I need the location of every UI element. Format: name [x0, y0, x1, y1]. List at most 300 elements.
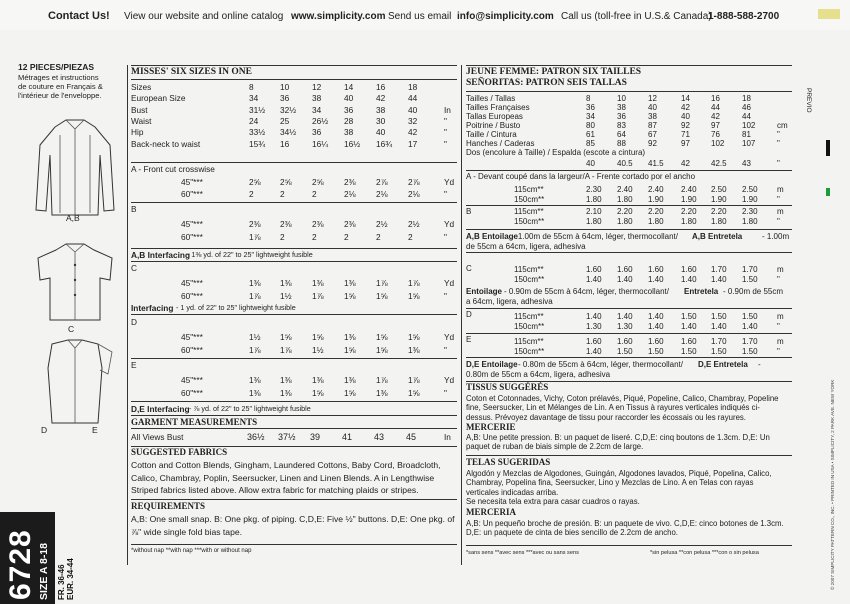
yardage-value: 1⅜	[280, 388, 292, 398]
garment-row-label: All Views Bust	[131, 432, 184, 442]
unit: m	[777, 312, 784, 321]
email-label: Send us email	[388, 11, 452, 22]
size-value: 15¾	[249, 138, 266, 149]
size-value: 107	[742, 138, 756, 148]
yardage-value: 1⅝	[344, 291, 356, 301]
size-row-label: Bust	[131, 104, 148, 115]
meterage-value: 1.40	[711, 274, 727, 284]
fabric-width: 60"***	[181, 388, 203, 398]
meterage-value: 1.90	[681, 194, 697, 204]
size-value: 16	[280, 138, 290, 149]
meterage-value: 1.80	[648, 216, 664, 226]
fabric-width: 150cm**	[514, 321, 545, 331]
meterage-value: 2.40	[648, 185, 664, 194]
yardage-value: 2⅜	[280, 219, 292, 229]
view-a-header: A - Devant coupé dans la largeur/A - Frente cortado por el ancho	[466, 172, 696, 181]
garment-title: GARMENT MEASUREMENTS	[131, 417, 258, 427]
footnote-es: *sin pelusa **con pelusa ***con o sin pelusa	[650, 550, 759, 556]
footnote-fr: *sans sens **avec sens ***avec ou sans sens	[466, 550, 579, 556]
meterage-value: 1.50	[711, 346, 727, 356]
size-value: 30	[376, 115, 386, 126]
size-row-label: Tailles Françaises	[466, 102, 530, 112]
french-note	[18, 73, 103, 100]
requirements-title: REQUIREMENTS	[131, 501, 206, 511]
rule	[466, 455, 792, 456]
ab-entoilage-text: - 1.00m de 55cm à 64cm, léger, thermocollant/	[513, 232, 678, 241]
yardage-value: 1⅝	[312, 388, 324, 398]
ab-entoilage-text-2: de 55cm a 64cm, ligera, adhesiva	[466, 242, 586, 251]
meterage-value: 1.50	[742, 312, 758, 321]
yardage-value: 1⅝	[376, 291, 388, 301]
meterage-value: 2.50	[711, 185, 727, 194]
yardage-value: 2⅜	[249, 219, 261, 229]
size-value: 8	[249, 82, 254, 92]
meterage-value: 1.30	[617, 321, 633, 331]
meterage-value: 1.40	[617, 312, 633, 321]
view-label-d: D	[41, 425, 48, 435]
yardage-value: 2	[280, 189, 285, 199]
unit: "	[444, 115, 447, 126]
size-value: 8	[586, 94, 591, 103]
meterage-value: 1.80	[742, 216, 758, 226]
size-value: 12	[648, 94, 657, 103]
yardage-value: 1⅞	[376, 375, 388, 385]
yardage-value: 2½	[408, 219, 420, 229]
yardage-value: 2	[312, 189, 317, 199]
dos-value: 41.5	[648, 159, 664, 168]
yardage-value: 1⅝	[376, 345, 388, 355]
mercerie-line: paquet de ruban de biais simple de 2.2cm de large.	[466, 442, 644, 452]
rule	[131, 428, 457, 429]
telas-line: Chambray, Popelina fina, Seersucker, Lino y Mezclas de Lino. A en Telas con rayas	[466, 478, 754, 488]
meterage-value: 1.50	[681, 312, 697, 321]
size-value: 18	[742, 94, 751, 103]
yardage-value: 1⅞	[408, 278, 420, 288]
yardage-value: 1⅜	[376, 388, 388, 398]
de-entretela-label: D,E Entretela	[698, 360, 748, 369]
view-c-drawing	[30, 240, 120, 325]
meterage-value: 1.40	[586, 274, 602, 284]
view-label-ab: A,B	[66, 213, 80, 223]
view-d-header: D	[131, 317, 137, 327]
unit: m	[777, 265, 784, 274]
meterage-value: 1.40	[617, 274, 633, 284]
c-entoilage-label: Entoilage	[466, 287, 503, 296]
yardage-value: 1⅞	[408, 375, 420, 385]
unit: "	[777, 129, 780, 139]
left-column-border	[127, 65, 128, 565]
yardage-value: 2	[408, 232, 413, 242]
size-value: 38	[648, 111, 657, 121]
unit: Yd	[444, 177, 455, 187]
size-value: 32½	[280, 104, 297, 115]
rule	[131, 202, 457, 203]
size-value: 40	[681, 111, 690, 121]
size-row-label: Poitrine / Busto	[466, 120, 521, 130]
mercerie-line: A,B: Une petite pression. B: un paquet de liseré. C,D,E: cinq boutons de 1.3cm. D,E: Un	[466, 433, 770, 442]
size-value: 71	[681, 129, 690, 139]
size-value: 16	[376, 82, 386, 92]
yardage-value: 2⅝	[280, 177, 292, 187]
yardage-value: 1⅜	[249, 375, 261, 385]
meterage-value: 1.40	[648, 312, 664, 321]
meterage-value: 1.60	[681, 337, 697, 346]
meterage-value: 1.50	[648, 346, 664, 356]
unit: "	[444, 388, 447, 398]
view-c-header: C	[131, 263, 137, 273]
view-a-header: A - Front cut crosswise	[131, 164, 215, 174]
ab-interfacing-label: A,B Interfacing	[131, 250, 191, 260]
meterage-value: 2.40	[617, 185, 633, 194]
fabric-width: 45"***	[181, 219, 203, 229]
meterage-value: 1.70	[711, 337, 727, 346]
yardage-value: 2⅜	[344, 219, 356, 229]
view-de-drawing	[30, 338, 120, 428]
fabric-width: 60"***	[181, 291, 203, 301]
yardage-value: 1⅝	[280, 332, 292, 342]
size-value: 42	[408, 127, 418, 138]
yardage-value: 1⅜	[344, 278, 356, 288]
yardage-value: 1⅝	[344, 345, 356, 355]
tissus-line: Coton et Cotonnades, Vichy, Coton prélavés, Piqué, Popeline, Calico, Chambray, Popeline	[466, 394, 779, 403]
view-label-c: C	[68, 324, 75, 334]
catalog-text: View our website and online catalog	[124, 11, 284, 22]
dos-value: 42	[681, 159, 690, 168]
size-value: 26½	[312, 115, 329, 126]
misses-title: MISSES' SIX SIZES IN ONE	[131, 67, 252, 77]
yardage-value: 2	[249, 189, 254, 199]
yardage-value: 1⅜	[344, 332, 356, 342]
yardage-value: 2⅞	[408, 177, 420, 187]
yardage-value: 1⅝	[408, 388, 420, 398]
view-ab-drawing	[30, 115, 120, 225]
size-row-label: Taille / Cintura	[466, 129, 517, 139]
yardage-value: 1⅞	[280, 345, 292, 355]
rule	[466, 205, 792, 206]
phone-number: 1-888-588-2700	[708, 11, 780, 22]
size-value: 40	[648, 102, 657, 112]
website-link[interactable]: www.simplicity.com	[291, 11, 386, 22]
size-value: 10	[280, 82, 290, 92]
size-value: 32	[408, 115, 418, 126]
meterage-value: 1.60	[617, 265, 633, 274]
unit: "	[444, 189, 447, 199]
yardage-value: 1⅝	[408, 291, 420, 301]
unit: Yd	[444, 375, 455, 385]
size-value: 44	[742, 111, 751, 121]
size-strip	[55, 512, 75, 604]
french-note-line: Métrages et instructions	[18, 73, 99, 82]
meterage-value: 1.70	[742, 337, 758, 346]
dos-value: 43	[742, 159, 751, 168]
unit: "	[777, 216, 780, 226]
merceria-line: A,B: Un pequeño broche de presión. B: un paquete de vivo. C,D,E: cinco botones de 1.3cm.	[466, 519, 784, 528]
size-value: 88	[617, 138, 626, 148]
size-value: 18	[408, 82, 418, 92]
telas-line: Se necesita tela extra para casar cuadros o rayas.	[466, 496, 640, 506]
dos-value: 42.5	[711, 159, 727, 168]
telas-line: verticales indicadas arriba.	[466, 487, 559, 497]
size-value: 12	[312, 82, 322, 92]
meterage-value: 1.50	[711, 312, 727, 321]
tape-mark	[818, 9, 840, 19]
size-row-label: Hanches / Caderas	[466, 138, 535, 148]
unit: "	[444, 127, 447, 138]
garment-value: 41	[342, 432, 353, 442]
size-value: 46	[742, 102, 751, 112]
meterage-value: 1.90	[711, 194, 727, 204]
size-value: 38	[344, 127, 354, 138]
size-value: 36	[344, 104, 354, 115]
c-interfacing-text: - 1 yd. of 22" to 25" lightweight fusible	[176, 303, 296, 312]
yardage-value: 1⅜	[408, 345, 420, 355]
chart-top-rule	[131, 65, 457, 66]
suggested-line: Striped fabrics listed above. Allow extra fabric for matching plaids or stripes.	[131, 485, 419, 495]
size-value: 44	[711, 102, 720, 112]
de-interfacing-text: - ⅞ yd. of 22" to 25" lightweight fusible	[189, 404, 311, 413]
size-value: 38	[376, 104, 386, 115]
yardage-value: 1⅞	[249, 291, 261, 301]
meterage-value: 2.20	[711, 207, 727, 216]
size-value: 85	[586, 138, 595, 148]
rule	[131, 79, 457, 80]
size-value: 44	[408, 93, 418, 104]
size-row-label: Waist	[131, 115, 152, 126]
suggested-line: Cotton and Cotton Blends, Gingham, Laundered Cottons, Baby Cord, Broadcloth,	[131, 460, 441, 470]
unit: "	[777, 321, 780, 331]
size-value: 36	[586, 102, 595, 112]
rule	[466, 333, 792, 334]
size-value: 102	[742, 120, 756, 130]
pieces-count: 12 PIECES/PIEZAS	[18, 62, 95, 72]
side-text: PREVIO	[805, 88, 812, 113]
unit: In	[444, 104, 451, 115]
dos-label: Dos (encolure à Taille) / Espalda (escote a cintura)	[466, 148, 646, 157]
unit: In	[444, 432, 451, 442]
rule	[466, 170, 792, 171]
rule	[131, 261, 457, 262]
meterage-value: 1.50	[681, 346, 697, 356]
meterage-value: 1.80	[586, 194, 602, 204]
garment-value: 45	[406, 432, 417, 442]
tissus-title: TISSUS SUGGÉRÉS	[466, 382, 549, 392]
pattern-number: 6728	[4, 529, 37, 600]
telas-line: Algodón y Mezclas de Algodones, Guingán, Algodones lavados, Piqué, Popelina, Calico,	[466, 469, 772, 478]
unit: m	[777, 185, 784, 194]
fabric-width: 60"***	[181, 232, 203, 242]
size-value: 25	[280, 115, 290, 126]
requirements-line: A,B: One small snap. B: One pkg. of piping. C,D,E: Five ½" buttons. D,E: One pkg. of	[131, 514, 455, 524]
meterage-value: 1.60	[648, 265, 664, 274]
fabric-width: 150cm**	[514, 194, 545, 204]
yardage-value: 1⅞	[249, 345, 261, 355]
size-value: 40	[376, 127, 386, 138]
fabric-width: 115cm**	[514, 265, 544, 274]
de-interfacing-label: D,E Interfacing	[131, 404, 190, 414]
chart-top-rule	[466, 65, 792, 66]
size-value: 97	[711, 120, 720, 130]
size-value: 34½	[280, 127, 297, 138]
view-b-header: B	[131, 204, 137, 214]
color-mark	[826, 188, 830, 196]
ab-entoilage-label: A,B Entoilage	[466, 232, 519, 241]
view-e-header: E	[131, 360, 137, 370]
rule	[131, 162, 457, 163]
rule	[466, 229, 792, 230]
size-row-label: Back-neck to waist	[131, 138, 201, 149]
yardage-value: 1⅜	[280, 278, 292, 288]
unit: "	[777, 346, 780, 356]
yardage-value: 1⅞	[312, 291, 324, 301]
meterage-value: 2.50	[742, 185, 758, 194]
size-value: 28	[344, 115, 354, 126]
yardage-value: 2⅝	[249, 177, 261, 187]
meterage-value: 2.10	[586, 207, 602, 216]
size-value: 42	[711, 111, 720, 121]
yardage-value: 1½	[249, 332, 261, 342]
garment-value: 43	[374, 432, 385, 442]
french-note-line: l'intérieur de l'enveloppe.	[18, 91, 102, 100]
jeune-title-fr: JEUNE FEMME: PATRON SIX TAILLES	[466, 67, 642, 77]
meterage-value: 2.30	[586, 185, 602, 194]
size-value: 42	[681, 102, 690, 112]
meterage-value: 1.90	[742, 194, 758, 204]
view-d-header: D	[466, 310, 472, 319]
fabric-width: 60"***	[181, 345, 203, 355]
size-row-label: Hip	[131, 127, 144, 138]
size-value: 40	[344, 93, 354, 104]
size-value: 102	[711, 138, 725, 148]
meterage-value: 1.60	[681, 265, 697, 274]
size-value: 14	[344, 82, 354, 92]
tissus-line: dessus. Prévoyez davantage de tissu pour raccorder les écossais ou les rayures.	[466, 412, 746, 422]
yardage-value: 1⅝	[344, 388, 356, 398]
size-value: 17	[408, 138, 418, 149]
meterage-value: 1.40	[586, 346, 602, 356]
call-label: Call us (toll-free in U.S.& Canada)	[561, 11, 712, 22]
yardage-value: 1⅜	[344, 375, 356, 385]
unit: Yd	[444, 219, 455, 229]
size-value: 83	[617, 120, 626, 130]
yardage-value: 2⅛	[344, 189, 356, 199]
unit: "	[777, 159, 780, 168]
ab-entretela-text: - 1.00m	[762, 232, 790, 241]
misses-footnote: *without nap **with nap ***with or without nap	[131, 548, 252, 554]
meterage-value: 1.80	[617, 194, 633, 204]
size-value: 38	[617, 102, 626, 112]
rule	[466, 357, 792, 358]
garment-value: 39	[310, 432, 321, 442]
telas-title: TELAS SUGERIDAS	[466, 457, 551, 467]
fr-sizes: FR. 36-46	[57, 564, 66, 600]
unit: "	[777, 274, 780, 284]
mercerie-title: MERCERIE	[466, 422, 516, 432]
unit: "	[777, 194, 780, 204]
size-value: 81	[742, 129, 751, 139]
size-value: 10	[617, 94, 626, 103]
meterage-value: 2.20	[648, 207, 664, 216]
rule	[466, 252, 792, 253]
meterage-value: 1.30	[586, 321, 602, 331]
unit: "	[444, 291, 447, 301]
ab-entretela-label: A,B Entretela	[692, 232, 743, 241]
meterage-value: 1.90	[648, 194, 664, 204]
meterage-value: 1.60	[586, 265, 602, 274]
size-value: 76	[711, 129, 720, 139]
size-value: 36	[312, 127, 322, 138]
yardage-value: 2⅜	[344, 177, 356, 187]
size-value: 64	[617, 129, 626, 139]
unit: "	[444, 345, 447, 355]
size-row-label: Tailles / Tallas	[466, 94, 516, 103]
c-interfacing-label: Interfacing	[131, 303, 174, 313]
size-value: 33½	[249, 127, 266, 138]
fabric-width: 45"***	[181, 332, 203, 342]
c-entoilage-text: - 0.90m de 55cm à 64cm, léger, thermocollant/	[504, 287, 669, 296]
meterage-value: 1.50	[617, 346, 633, 356]
fabric-width: 115cm**	[514, 312, 544, 321]
yardage-value: 1⅞	[376, 278, 388, 288]
french-note-line: de couture en Français &	[18, 82, 103, 91]
yardage-value: 2½	[376, 219, 388, 229]
de-entoilage-label: D,E Entoilage	[466, 360, 518, 369]
meterage-value: 2.20	[617, 207, 633, 216]
yardage-value: 2	[344, 232, 349, 242]
meterage-value: 1.80	[681, 216, 697, 226]
size-value: 16¾	[376, 138, 393, 149]
de-entoilage-text-2: 0.80m de 55cm a 64cm, ligera, adhesiva	[466, 370, 611, 379]
meterage-value: 2.20	[681, 207, 697, 216]
meterage-value: 1.40	[648, 321, 664, 331]
tissus-line: fine, Seersucker, Lin et Mélanges de Lin. A en Tissus à rayures verticales indiqués ci-	[466, 403, 760, 413]
size-value: 36	[280, 93, 290, 104]
yardage-value: 1½	[312, 345, 324, 355]
fabric-width: 150cm**	[514, 346, 545, 356]
view-b-header: B	[466, 207, 472, 216]
c-entretela-label: Entretela	[684, 287, 719, 296]
yardage-value: 1⅞	[249, 232, 261, 242]
size-value: 92	[648, 138, 657, 148]
yardage-value: 2⅛	[408, 189, 420, 199]
contact-bar	[0, 0, 850, 30]
size-row-label: Sizes	[131, 82, 152, 92]
size-value: 24	[249, 115, 259, 126]
email-link[interactable]: info@simplicity.com	[457, 11, 554, 22]
fabric-width: 45"***	[181, 375, 203, 385]
size-value: 40	[408, 104, 418, 115]
unit: m	[777, 337, 784, 346]
size-value: 92	[681, 120, 690, 130]
garment-value: 36½	[247, 432, 265, 442]
meterage-value: 1.60	[586, 337, 602, 346]
yardage-value: 1⅜	[312, 375, 324, 385]
size-value: 34	[249, 93, 259, 104]
rule	[131, 401, 457, 402]
yardage-value: 1½	[280, 291, 292, 301]
size-row-label: European Size	[131, 93, 186, 104]
meterage-value: 1.70	[742, 265, 758, 274]
yardage-value: 1⅝	[408, 332, 420, 342]
rule	[131, 314, 457, 315]
unit: cm	[777, 120, 788, 130]
size-value: 61	[586, 129, 595, 139]
yardage-value: 2⅝	[312, 177, 324, 187]
meterage-value: 1.40	[681, 274, 697, 284]
merceria-line: D,E: un paquete de cinta de bies sencillo de 2.2cm de ancho.	[466, 528, 678, 538]
fabric-width: 60"***	[181, 189, 203, 199]
yardage-value: 1⅜	[249, 388, 261, 398]
meterage-value: 1.40	[711, 321, 727, 331]
